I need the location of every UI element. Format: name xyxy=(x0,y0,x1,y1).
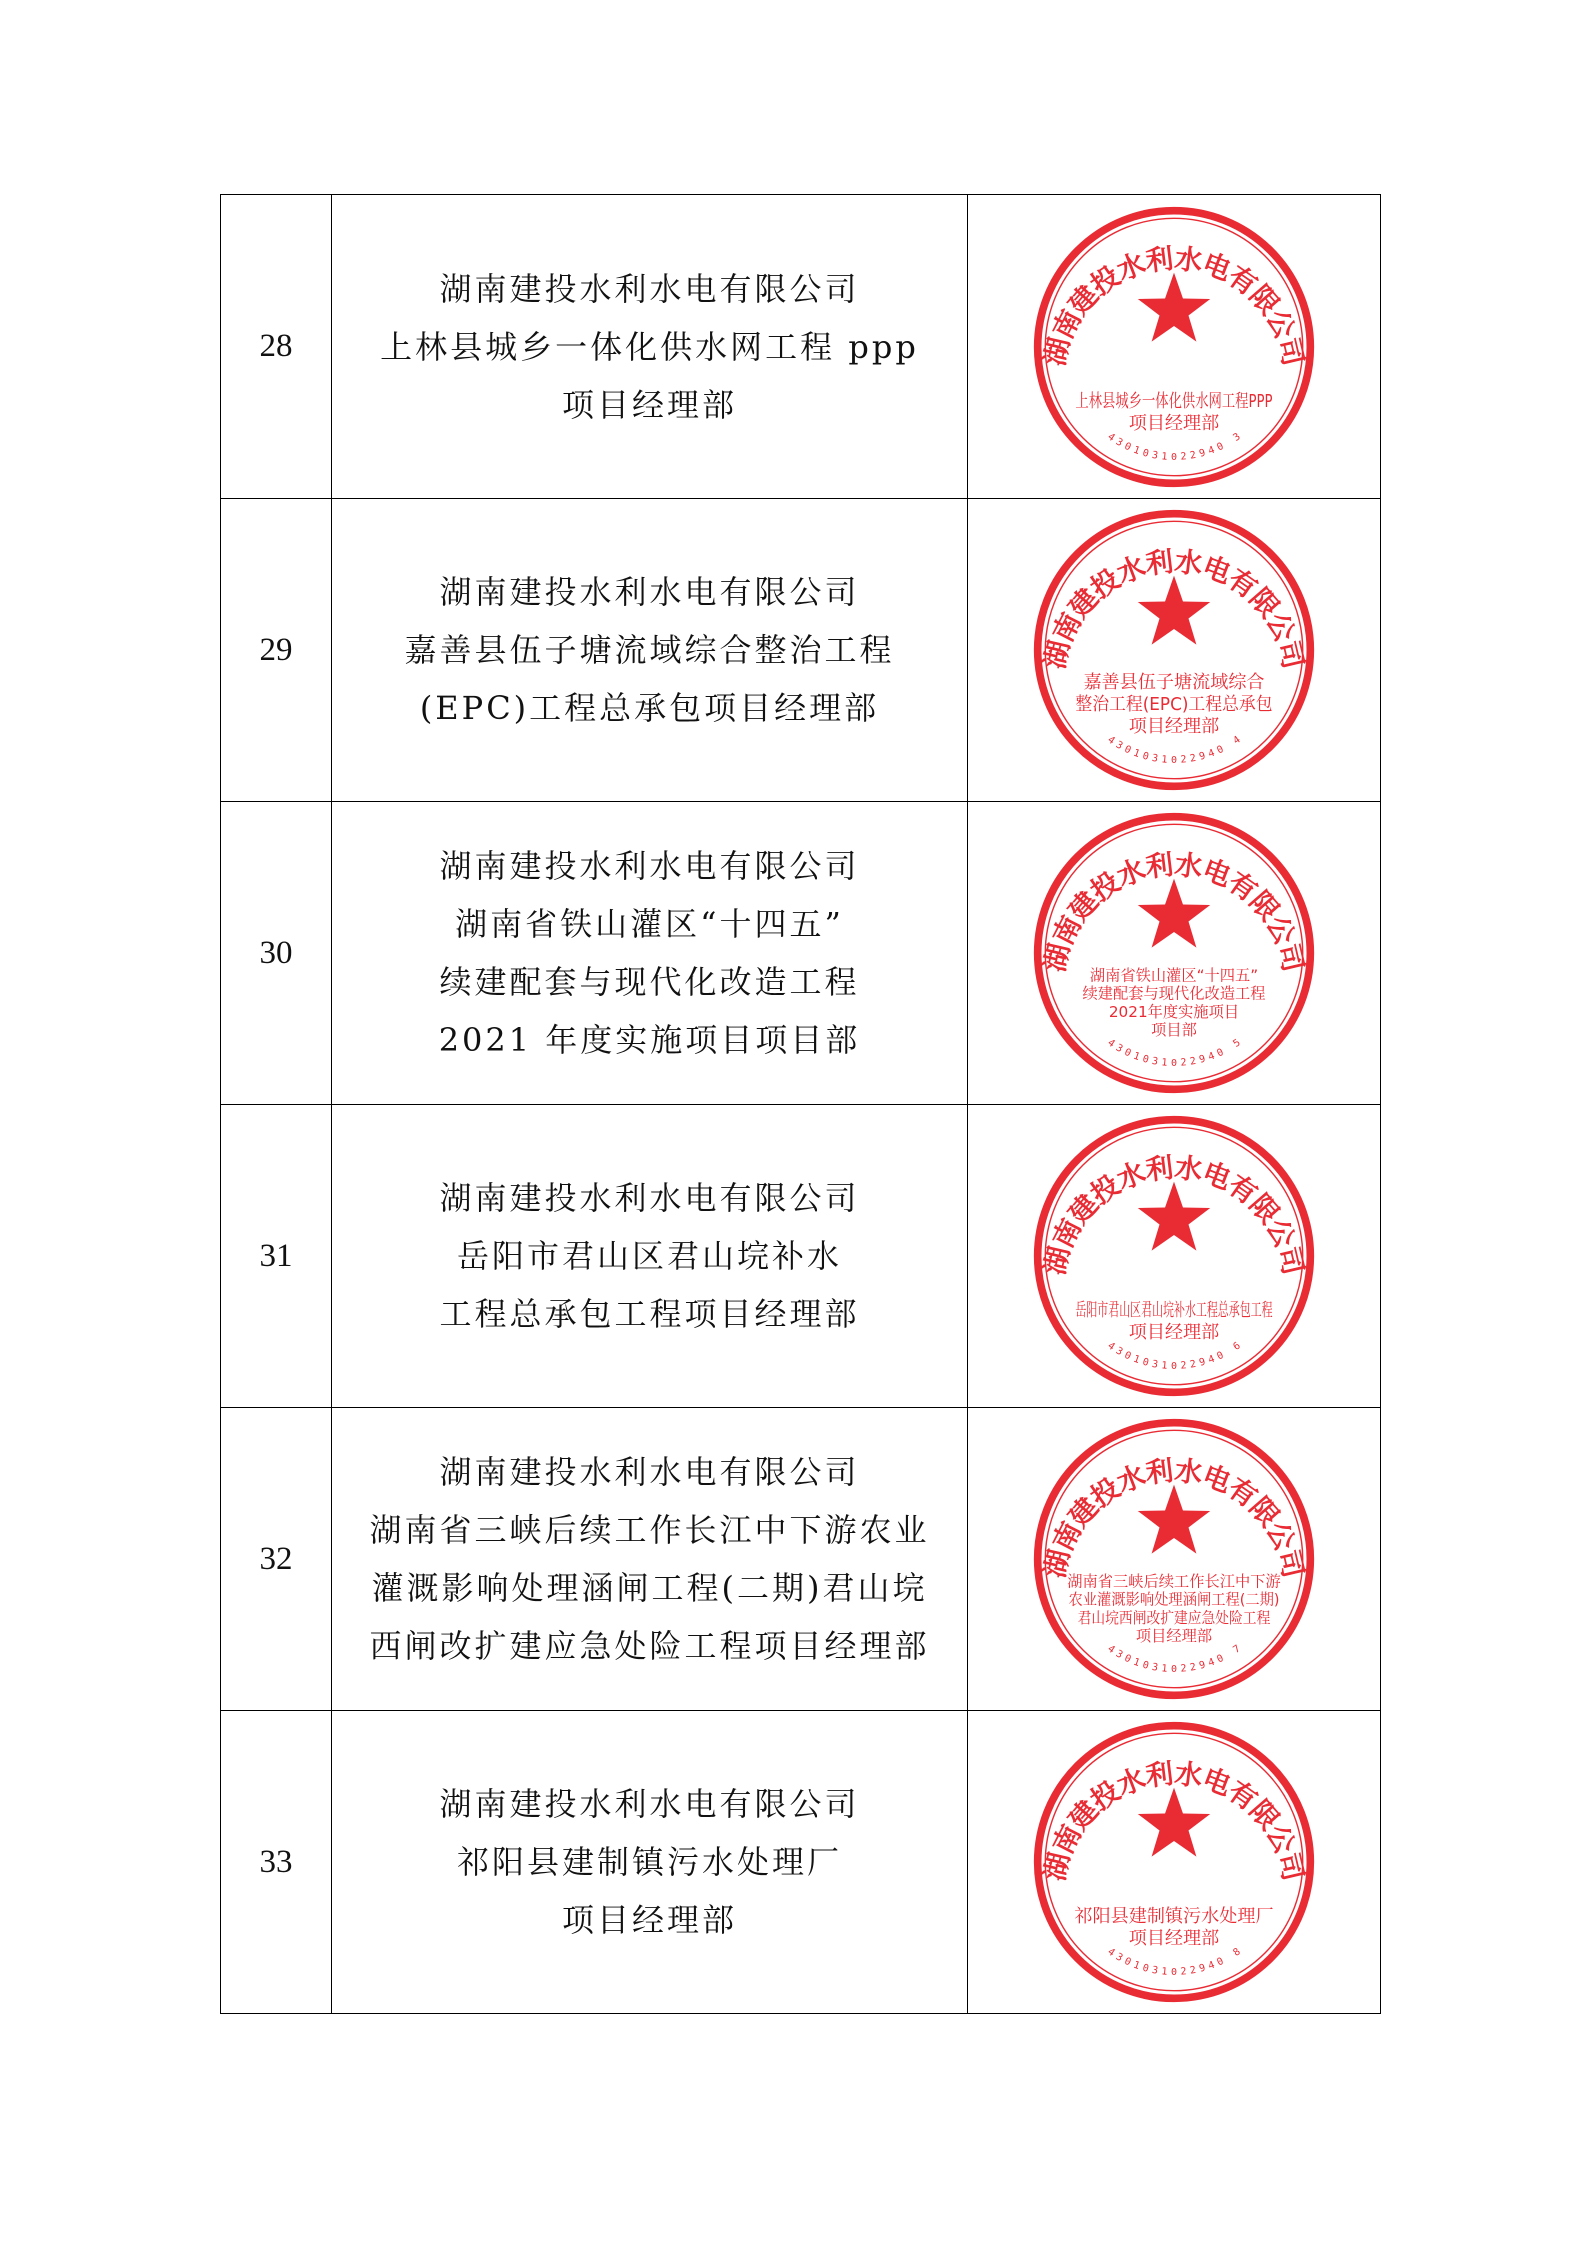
seal-cell xyxy=(968,802,1381,1105)
seal-inner-text: 项目部 xyxy=(1151,1020,1197,1039)
row-number: 28 xyxy=(221,195,332,499)
unit-name-cell xyxy=(332,1711,968,2014)
unit-name-line: 湖南建投水利水电有限公司 xyxy=(439,1453,860,1491)
unit-name-cell xyxy=(332,1105,968,1408)
row-number: 33 xyxy=(221,1711,332,2014)
seal-serial-code: 4301031022940 4 xyxy=(1105,734,1243,766)
seal-company-name: 湖南建投水利水电有限公司 xyxy=(1037,1150,1311,1278)
unit-name-line: 岳阳市君山区君山垸补水 xyxy=(456,1237,842,1275)
table-row xyxy=(221,1105,1381,1408)
seal-serial-code: 4301031022940 7 xyxy=(1105,1643,1243,1675)
seal-inner-text: 项目经理部 xyxy=(1128,412,1220,434)
seal-inner-text: 岳阳市君山区君山垸补水工程总承包工程 xyxy=(1075,1300,1273,1322)
unit-name-cell xyxy=(332,1408,968,1711)
seal-serial-code: 4301031022940 6 xyxy=(1105,1340,1243,1372)
seal-inner-text: 项目经理部 xyxy=(1135,1626,1213,1645)
seal-star-icon xyxy=(1138,879,1210,948)
unit-name-line: 嘉善县伍子塘流域综合整治工程 xyxy=(404,631,895,669)
unit-name-line: (EPC)工程总承包项目经理部 xyxy=(419,689,880,727)
seal-inner-text: 上林县城乡一体化供水网工程PPP xyxy=(1075,390,1273,412)
table-row xyxy=(221,499,1381,802)
unit-name-line: 湖南建投水利水电有限公司 xyxy=(439,1785,860,1823)
unit-name-line: 湖南建投水利水电有限公司 xyxy=(439,573,860,611)
seal-cell xyxy=(968,1105,1381,1408)
row-number: 30 xyxy=(221,802,332,1105)
table-row xyxy=(221,195,1381,499)
seal-inner-text: 项目经理部 xyxy=(1128,715,1220,737)
seal-inner-text: 农业灌溉影响处理涵闸工程(二期) xyxy=(1068,1590,1280,1609)
unit-name-line: 湖南省三峡后续工作长江中下游农业 xyxy=(369,1511,930,1549)
seal-star-icon xyxy=(1138,1788,1210,1857)
table-row xyxy=(221,1408,1381,1711)
seal-serial-code: 4301031022940 8 xyxy=(1105,1946,1243,1978)
seal-serial-code: 4301031022940 3 xyxy=(1105,430,1243,463)
seal-star-icon xyxy=(1138,1182,1210,1251)
seal-cell xyxy=(968,1408,1381,1711)
seal-cell xyxy=(968,195,1381,499)
unit-name-line: 湖南建投水利水电有限公司 xyxy=(439,1179,860,1217)
seal-cell xyxy=(968,1711,1381,2014)
seal-inner-text: 祁阳县建制镇污水处理厂 xyxy=(1074,1906,1274,1928)
table-row xyxy=(221,1711,1381,2014)
company-seal-stamp xyxy=(1031,204,1317,490)
company-seal-stamp xyxy=(1031,507,1317,793)
unit-name-line: 西闸改扩建应急处险工程项目经理部 xyxy=(369,1627,930,1665)
unit-name-line: 灌溉影响处理涵闸工程(二期)君山垸 xyxy=(371,1569,928,1607)
seal-inner-text: 湖南省铁山灌区“十四五” xyxy=(1089,966,1259,985)
row-number: 29 xyxy=(221,499,332,802)
unit-name-line: 湖南建投水利水电有限公司 xyxy=(439,269,860,308)
seal-register-table xyxy=(220,194,1381,2014)
unit-name-line: 项目经理部 xyxy=(561,1901,737,1939)
unit-name-line: 祁阳县建制镇污水处理厂 xyxy=(456,1843,842,1881)
company-seal-stamp xyxy=(1031,810,1317,1096)
table-body xyxy=(221,195,1381,2014)
seal-cell xyxy=(968,499,1381,802)
company-seal-stamp xyxy=(1031,1416,1317,1702)
row-number: 32 xyxy=(221,1408,332,1711)
seal-inner-text: 2021年度实施项目 xyxy=(1108,1002,1240,1021)
seal-star-icon xyxy=(1138,576,1210,645)
seal-inner-text: 项目经理部 xyxy=(1128,1927,1220,1949)
row-number: 31 xyxy=(221,1105,332,1408)
seal-inner-text: 嘉善县伍子塘流域综合 xyxy=(1083,672,1265,694)
unit-name-cell xyxy=(332,802,968,1105)
unit-name-line: 项目经理部 xyxy=(561,385,737,424)
unit-name-line: 湖南省铁山灌区“十四五” xyxy=(455,905,844,943)
unit-name-line: 2021 年度实施项目项目部 xyxy=(438,1021,861,1059)
seal-company-name: 湖南建投水利水电有限公司 xyxy=(1037,1453,1311,1581)
unit-name-line: 上林县城乡一体化供水网工程 ppp xyxy=(380,327,919,366)
seal-star-icon xyxy=(1138,272,1210,341)
company-seal-stamp xyxy=(1031,1719,1317,2005)
unit-name-cell xyxy=(332,195,968,499)
company-seal-stamp xyxy=(1031,1113,1317,1399)
unit-name-line: 湖南建投水利水电有限公司 xyxy=(439,847,860,885)
seal-inner-text: 续建配套与现代化改造工程 xyxy=(1082,984,1266,1003)
seal-inner-text: 君山垸西闸改扩建应急处险工程 xyxy=(1077,1608,1271,1627)
seal-inner-text: 湖南省三峡后续工作长江中下游 xyxy=(1067,1572,1281,1591)
table-row xyxy=(221,802,1381,1105)
seal-inner-text: 项目经理部 xyxy=(1128,1321,1220,1343)
seal-company-name: 湖南建投水利水电有限公司 xyxy=(1037,241,1311,369)
seal-serial-code: 4301031022940 5 xyxy=(1105,1037,1243,1069)
unit-name-cell xyxy=(332,499,968,802)
unit-name-line: 工程总承包工程项目经理部 xyxy=(439,1295,860,1333)
seal-company-name: 湖南建投水利水电有限公司 xyxy=(1037,847,1311,975)
seal-star-icon xyxy=(1138,1485,1210,1554)
unit-name-line: 续建配套与现代化改造工程 xyxy=(439,963,860,1001)
seal-inner-text: 整治工程(EPC)工程总承包 xyxy=(1075,694,1273,716)
seal-company-name: 湖南建投水利水电有限公司 xyxy=(1037,544,1311,672)
seal-company-name: 湖南建投水利水电有限公司 xyxy=(1037,1756,1311,1884)
